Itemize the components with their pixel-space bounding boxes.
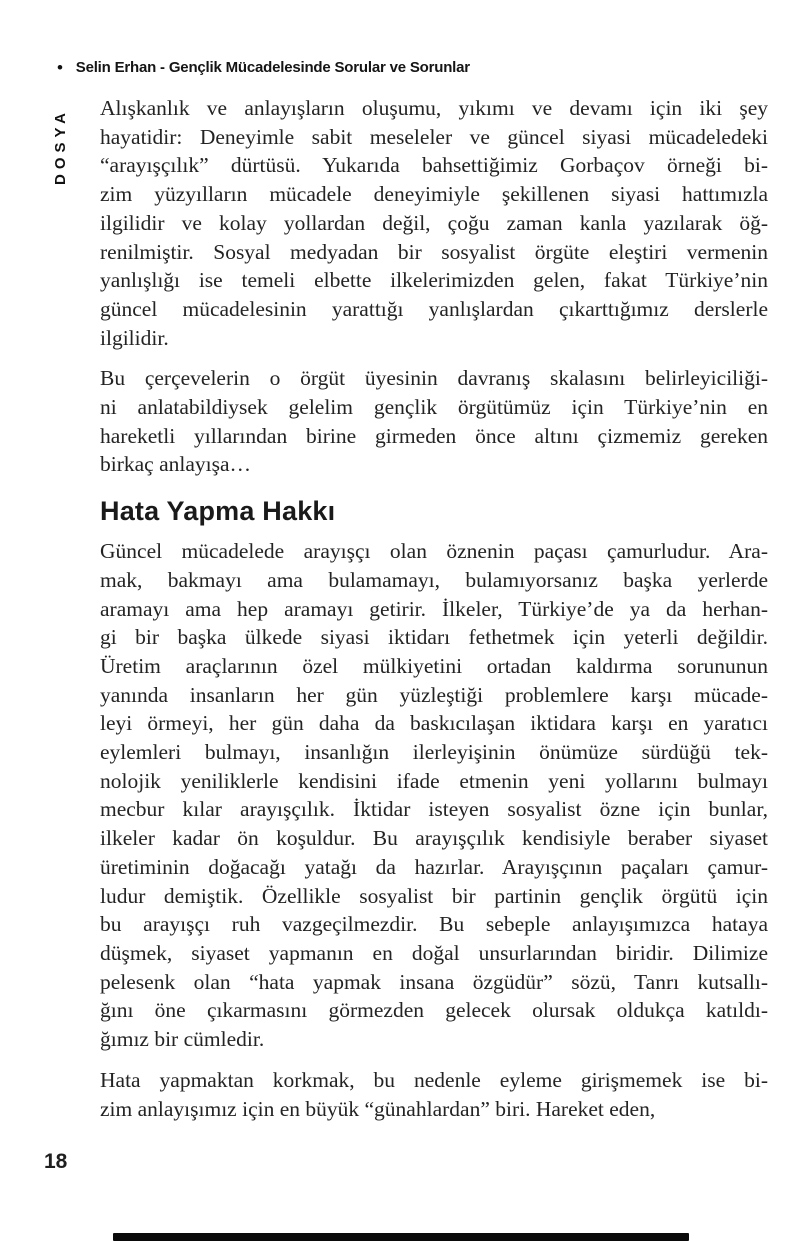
page-number: 18 [44, 1150, 68, 1173]
text-line: Hata yapmaktan korkmak, bu nedenle eyleme girişmemek ise bi- [100, 1067, 768, 1092]
header-book-title: Gençlik Mücadelesinde Sorular ve Sorunlar [168, 59, 470, 76]
paragraph [100, 94, 768, 352]
text-line: ludur demiştik. Özellikle sosyalist bir partinin gençlik örgütü için [100, 883, 768, 908]
text-line: yanlışlığı ise temeli elbette ilkelerimizden gelen, fakat Türkiye’nin [100, 268, 768, 293]
text-line: leyi örmeyi, her gün daha da baskıcılaşan iktidara karşı en yaratıcı [100, 711, 768, 736]
text-line: nolojik yeniliklerle kendisini ifade etmenin yeni yollarını bulmayı [100, 768, 768, 793]
text-line: güncel mücadelesinin yarattığı yanlışlardan çıkarttığımız derslerle [100, 296, 768, 321]
text-line: ğımız bir cümledir. [100, 1027, 265, 1052]
text-line: ilgilidir. [100, 325, 169, 350]
text-line: Alışkanlık ve anlayışların oluşumu, yıkımı ve devamı için iki şey [100, 96, 768, 120]
text-line: ğını öne çıkarmasını görmezden gelecek olursak oldukça katıldı- [100, 998, 768, 1023]
text-line: hareketli yıllarından birine girmeden önce altını çizmemiz gereken [100, 423, 768, 448]
section-heading: Hata Yapma Hakkı [100, 496, 336, 527]
header-separator: - [156, 59, 169, 76]
text-line: ni anlatabildiysek gelelim gençlik örgütümüz için Türkiye’nin en [100, 395, 768, 420]
text-line: Üretim araçlarının özel mülkiyetini ortadan kaldırma sorununun [100, 653, 768, 678]
paragraph [100, 1066, 768, 1123]
bullet-icon: • [57, 58, 63, 77]
text-line: aramayı ama hep aramayı getirir. İlkeler, Türkiye’de ya da herhan- [100, 596, 768, 621]
header-author: Selin Erhan [75, 59, 157, 76]
text-line: “arayışçılık” dürtüsü. Yukarıda bahsettiğimiz Gorbaçov örneği bi- [100, 153, 768, 178]
text-line: pelesenk olan “hata yapmak insana özgüdür” sözü, Tanrı kutsallı- [100, 969, 768, 994]
page-body [100, 94, 768, 1135]
text-line: hayatidir: Deneyimle sabit meseleler ve güncel siyasi mücadeledeki [100, 124, 768, 149]
sidebar-vertical-label: DOSYA [52, 108, 69, 185]
paragraph [100, 364, 768, 479]
running-header [57, 59, 758, 76]
text-line: ilgilidir ve kolay yollardan değil, çoğu zaman kanla yazılarak öğ- [100, 210, 768, 235]
text-line: zim yüzyılların mücadele deneyimiyle şekillenen siyasi hattımızla [100, 182, 768, 207]
text-line: Güncel mücadelede arayışçı olan öznenin paçası çamurludur. Ara- [100, 539, 768, 564]
text-line: birkaç anlayışa… [100, 452, 252, 477]
text-line: gi bir başka ülkede siyasi iktidarı fethetmek için yeterli değildir. [100, 625, 768, 650]
text-line: yanında insanların her gün yüzleştiği problemlere karşı mücade- [100, 682, 768, 707]
text-line: renilmiştir. Sosyal medyadan bir sosyalist örgüte eleştiri vermenin [100, 239, 768, 264]
text-line: mecbur kılar arayışçılık. İktidar isteyen sosyalist özne için bunlar, [100, 797, 768, 822]
text-line: bu arayışçı ruh vazgeçilmezdir. Bu sebeple anlayışımızca hataya [100, 912, 768, 937]
text-line: ilkeler kadar ön koşuldur. Bu arayışçılık kendisiyle beraber siyaset [100, 826, 768, 851]
text-line: eylemleri bulmayı, insanlığın ilerleyişinin önümüze sürdüğü tek- [100, 740, 768, 765]
bottom-bar [113, 1233, 689, 1241]
text-line: zim anlayışımız için en büyük “günahlardan” biri. Hareket eden, [100, 1096, 656, 1121]
text-line: üretiminin doğacağı yatağı da hazırlar. Arayışçının paçaları çamur- [100, 854, 768, 879]
text-line: Bu çerçevelerin o örgüt üyesinin davranış skalasını belirleyiciliği- [100, 366, 768, 391]
text-line: düşmek, siyaset yapmanın en doğal unsurlarından biridir. Dilimize [100, 940, 768, 965]
text-line: mak, bakmayı ama bulamamayı, bulamıyorsanız başka yerlerde [100, 567, 768, 592]
content-blocks [100, 94, 768, 1123]
paragraph [100, 537, 768, 1054]
